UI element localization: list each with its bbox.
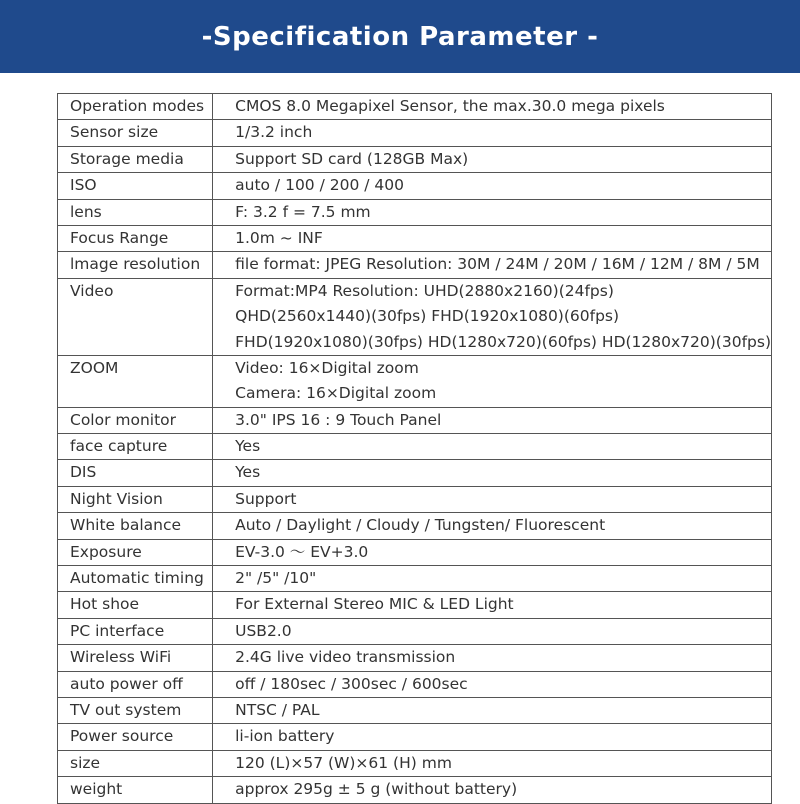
spec-value: Video: 16×Digital zoom [235,358,419,377]
spec-value-cell [213,407,772,433]
spec-row [58,513,772,539]
spec-value: Yes [235,463,261,482]
spec-label-cell [58,618,213,644]
spec-label-cell [58,671,213,697]
spec-value-cell [213,434,772,460]
spec-value-cell [213,486,772,512]
spec-label-cell [58,645,213,671]
spec-row [58,199,772,225]
spec-value-cell [213,671,772,697]
spec-label-cell [58,460,213,486]
spec-row [58,252,772,278]
spec-label-cell [58,513,213,539]
spec-value-cell [213,120,772,146]
spec-value: QHD(2560x1440)(30fps) FHD(1920x1080)(60fps) [235,307,620,326]
spec-value-cell [213,618,772,644]
spec-value: Support [235,489,297,508]
spec-row [58,146,772,172]
spec-label-cell [58,146,213,172]
spec-label-cell [58,120,213,146]
spec-label-cell [58,724,213,750]
spec-value-cell [213,278,772,355]
spec-row [58,355,772,407]
spec-value: USB2.0 [235,621,292,640]
spec-label-cell [58,750,213,776]
spec-label: weight [70,780,123,799]
spec-value: 3.0" IPS 16 : 9 Touch Panel [235,410,442,429]
spec-label: size [70,753,101,772]
spec-value-cell [213,539,772,565]
spec-value: 2" /5" /10" [235,569,317,588]
spec-value-cell [213,460,772,486]
spec-table [57,93,772,804]
spec-row [58,645,772,671]
page-title: -Specification Parameter - [201,21,599,52]
spec-value-cell [213,199,772,225]
spec-value: auto / 100 / 200 / 400 [235,176,404,195]
spec-value-cell [213,566,772,592]
spec-label: face capture [70,437,168,456]
spec-value-cell [213,592,772,618]
spec-label-cell [58,355,213,407]
spec-label: ISO [70,176,97,195]
spec-value-cell [213,645,772,671]
spec-value: approx 295g ± 5 g (without battery) [235,780,518,799]
spec-label-cell [58,697,213,723]
spec-row [58,173,772,199]
spec-row [58,407,772,433]
spec-value: FHD(1920x1080)(30fps) HD(1280x720)(60fps) HD(1280x720)(30fps) [235,332,771,351]
spec-row [58,434,772,460]
spec-label-cell [58,486,213,512]
spec-row [58,592,772,618]
spec-label: lmage resolution [70,255,201,274]
spec-row [58,777,772,803]
spec-label: auto power off [70,674,183,693]
spec-label: Sensor size [70,123,159,142]
spec-table-body [58,94,772,804]
spec-label: Hot shoe [70,595,140,614]
spec-label: Storage media [70,149,184,168]
spec-row [58,225,772,251]
spec-row [58,750,772,776]
spec-label: TV out system [70,700,182,719]
spec-label: PC interface [70,621,165,640]
spec-value: file format: JPEG Resolution: 30M / 24M / 20M / 16M / 12M / 8M / 5M [235,255,760,274]
spec-value: 2.4G live video transmission [235,648,456,667]
spec-label-cell [58,566,213,592]
spec-value-cell [213,355,772,407]
spec-row [58,671,772,697]
spec-value-cell [213,252,772,278]
spec-label: Night Vision [70,489,163,508]
spec-label-cell [58,539,213,565]
spec-value-cell [213,173,772,199]
spec-row [58,539,772,565]
header-banner [0,0,800,73]
spec-value: F: 3.2 f = 7.5 mm [235,202,371,221]
spec-label-cell [58,94,213,120]
spec-label: Automatic timing [70,569,204,588]
spec-row [58,278,772,355]
spec-value: Format:MP4 Resolution: UHD(2880x2160)(24fps) [235,281,614,300]
spec-row [58,486,772,512]
spec-value: For External Stereo MIC & LED Light [235,595,514,614]
spec-value: NTSC / PAL [235,700,320,719]
spec-value: 1/3.2 inch [235,123,313,142]
spec-value: off / 180sec / 300sec / 600sec [235,674,468,693]
spec-value: Auto / Daylight / Cloudy / Tungsten/ Fluorescent [235,516,606,535]
spec-value-cell [213,225,772,251]
spec-label: lens [70,202,102,221]
spec-label-cell [58,278,213,355]
spec-label-cell [58,434,213,460]
spec-label: Power source [70,727,174,746]
spec-value: EV-3.0 ～ EV+3.0 [235,542,369,561]
spec-value: 120 (L)×57 (W)×61 (H) mm [235,753,452,772]
spec-value: Camera: 16×Digital zoom [235,384,437,403]
spec-value: 1.0m ~ INF [235,228,323,247]
spec-label: Wireless WiFi [70,648,172,667]
spec-value: Yes [235,437,261,456]
spec-label: Focus Range [70,228,169,247]
spec-row [58,724,772,750]
spec-value-cell [213,777,772,803]
spec-label: Color monitor [70,410,177,429]
spec-value-cell [213,724,772,750]
spec-row [58,94,772,120]
spec-label-cell [58,592,213,618]
spec-value-cell [213,94,772,120]
spec-value: Support SD card (128GB Max) [235,149,469,168]
spec-value-cell [213,146,772,172]
spec-row [58,566,772,592]
spec-row [58,120,772,146]
spec-row [58,460,772,486]
spec-label: DIS [70,463,97,482]
spec-label: ZOOM [70,358,119,377]
spec-label-cell [58,252,213,278]
spec-label: Exposure [70,542,142,561]
spec-value-cell [213,750,772,776]
spec-label-cell [58,173,213,199]
spec-label-cell [58,225,213,251]
spec-label-cell [58,407,213,433]
spec-label: Video [70,281,114,300]
spec-label-cell [58,199,213,225]
spec-row [58,618,772,644]
spec-label: Operation modes [70,97,205,115]
spec-row [58,697,772,723]
spec-value-cell [213,697,772,723]
spec-label-cell [58,777,213,803]
spec-value-cell [213,513,772,539]
spec-label: White balance [70,516,182,535]
spec-value: li-ion battery [235,727,335,746]
spec-value: CMOS 8.0 Megapixel Sensor, the max.30.0 mega pixels [235,97,665,115]
